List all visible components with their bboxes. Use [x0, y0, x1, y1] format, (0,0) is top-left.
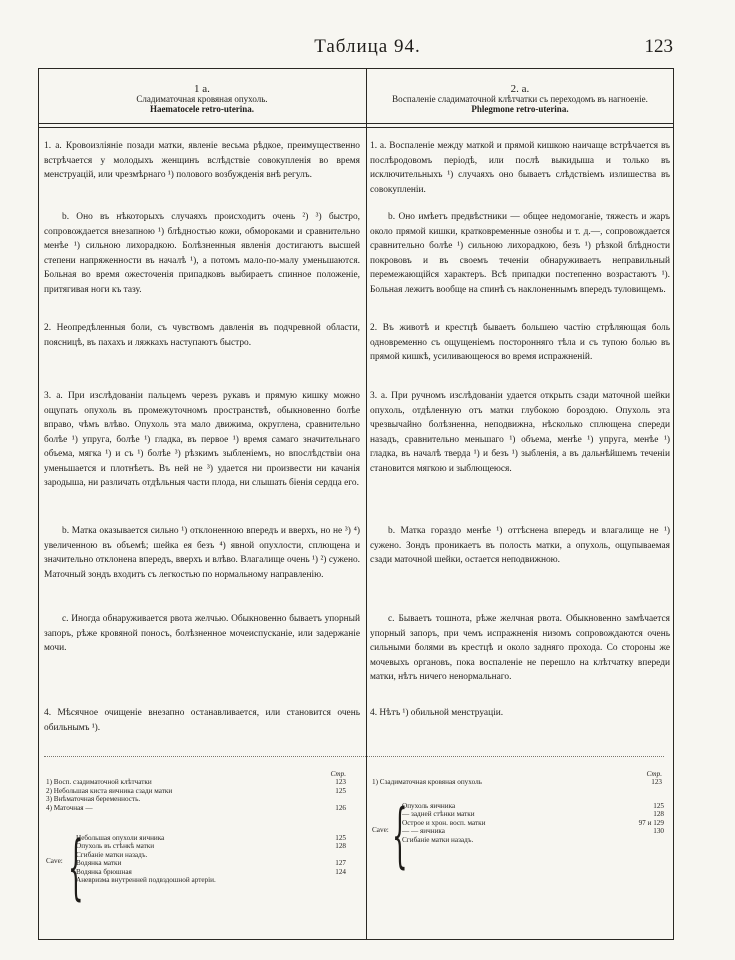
right-cave-brace: {	[392, 794, 408, 876]
right-paragraph-3c: c. Бываетъ тошнота, рѣже желчная рвота. Обыкновенно замѣчается упорный запоръ, при чемъ испражненія низомъ сопровождаются очень сильными болями въ крестцѣ и около задняго прохода. Со стороны же мочевыхъ органовъ, пока воспаленіе не перешло на клѣтчатку впереди матки, нѣтъ ничего ненормальнаго.	[370, 614, 670, 682]
footnote-row: 1) Восп. сзадиматочной клѣтчатки 123	[46, 778, 346, 787]
right-column-latin: Phlegmone retro-uterina.	[471, 104, 569, 114]
page-title: Таблица 94.	[314, 36, 421, 57]
right-column-header	[368, 84, 672, 114]
left-paragraph-4: 4. Мѣсячное очищеніе внезапно останавливается, или становится очень обильнымъ ¹).	[44, 708, 360, 733]
footnote-row: Водянка матки 127	[76, 859, 346, 868]
right-column-number: 2. а.	[510, 83, 530, 95]
right-column-title: Воспаленіе сладиматочной клѣтчатки съ переходомъ въ нагноеніе.	[392, 94, 648, 104]
footnote-row: Острое и хрон. восп. матки 97 и 129	[402, 818, 664, 827]
left-footnote-col-label: Стр.	[330, 770, 346, 778]
footnote-separator	[44, 756, 664, 757]
column-divider	[366, 68, 367, 940]
left-footnotes	[46, 770, 346, 812]
right-paragraph-1a: 1. а. Воспаленіе между маткой и прямой кишкою наичаще встрѣчается въ послѣродовомъ періодѣ, или послѣ выкидыша и только въ исключительныхъ ¹) случаяхъ оно бываетъ слѣдствіемъ излишества въ совокупленіи.	[370, 141, 670, 195]
right-paragraph-1b: b. Оно имѣетъ предвѣстники — общее недомоганіе, тяжесть и жаръ около прямой кишки, кратковременные ознобы и т. д.—, сопровождается сравнительно болѣе ¹) сильною лихорадкою, безъ ¹) рѣзкой блѣдности покрововъ и въ своемъ теченіи обнаруживаетъ неправильный перемежающійся характеръ. Всѣ припадки постепенно возрастаютъ ¹). Больная лежитъ вообще на спинѣ съ наклоненнымъ впередъ туловищемъ.	[370, 212, 670, 295]
right-paragraph-3a: 3. а. При ручномъ изслѣдованіи удается открыть сзади маточной шейки опухоль, отдѣленную отъ матки глубокою бороздою. Опухоль эта чрезвычайно болѣзненна, неподвижна, нѣсколько сплющена спереди назадъ, сравнительно меньшаго ¹) объема, менѣе ¹) упруга, менѣе ¹) гладка, въ началѣ тверда ¹) и безъ ¹) зыбленія, а въ дальнѣйшемъ теченіи становится мягкою и зыблющеюся.	[370, 391, 670, 474]
left-column-header	[40, 84, 364, 114]
header-rule	[38, 123, 674, 124]
header-rule-double	[38, 127, 674, 128]
right-cave-label: Cave:	[372, 826, 389, 834]
left-paragraph-3a: 3. а. При изслѣдованіи пальцемъ черезъ рукавъ и прямую кишку можно ощупать опухоль въ промежуточномъ пространствѣ, обыкновенно болѣе вправо, чѣмъ влѣво. Опухоль эта мало движима, округлена, сравнительно болѣе ¹) упруга, болѣе ¹) гладка, въ первое ¹) время самаго значительнаго объема, мягка ¹) и съ ¹) болѣе ³) рѣзкимъ зыбленіемъ, но впослѣдствіи она уменьшается и плотнѣетъ. Въ ней не ³) удается ни произвести ни качанія зародыша, ни различать отдѣльныя части плода, ни слышать біенія сердца его.	[44, 391, 360, 488]
footnote-row: — задней стѣнки матки 128	[402, 810, 664, 819]
right-paragraph-4: 4. Нѣтъ ¹) обильной менструаціи.	[370, 708, 504, 718]
footnote-row: Небольшая опухоли яичника 125	[76, 834, 346, 842]
footnote-row: 1) Сзадиматочная кровяная опухоль 123	[372, 778, 662, 787]
right-footnote-col-label: Стр.	[646, 770, 662, 778]
left-column-latin: Haematocele retro-uterina.	[149, 104, 255, 114]
footnote-row: Опухоль въ стѣнкѣ матки 128	[76, 842, 346, 851]
right-paragraph-2: 2. Въ животѣ и крестцѣ бываетъ большею частію стрѣляющая боль одновременно съ ощущеніемъ посторонняго тѣла и съ тупою болью въ прямой кишкѣ, усиливающеюся во время испражненій.	[370, 323, 670, 362]
left-cave-brace: {	[68, 826, 84, 908]
left-paragraph-3b: b. Матка оказывается сильно ¹) отклоненною впередъ и вверхъ, но не ³) ⁴) увеличенною въ объемѣ; шейка ея безъ ⁴) явной опухлости, сплющена и значительно отклонена впередъ, вверхъ и влѣво. Влагалище очень ¹) ²) сужено. Маточный зондъ входитъ съ легкостью по нормальному направленію.	[44, 526, 360, 580]
right-footnotes	[372, 770, 662, 787]
left-paragraph-2: 2. Неопредѣленныя боли, съ чувствомъ давленія въ подчревной области, поясницѣ, въ пахахъ и ляжкахъ наступаютъ быстро.	[44, 323, 360, 348]
left-column-number: 1 а.	[194, 83, 210, 95]
left-cave-list	[76, 834, 346, 884]
footnote-row: Аневризма внутренней подвздошной артеріи.	[76, 876, 216, 885]
footnote-row: 2) Небольшая киста яичника сзади матки 125	[46, 786, 346, 795]
left-cave-label: Cave:	[46, 857, 63, 865]
footnote-row: 3) Внѣматочная беременность.	[46, 795, 141, 804]
footnote-row: — — яичника 130	[402, 827, 664, 836]
right-paragraph-3b: b. Матка гораздо менѣе ¹) оттѣснена впередъ и влагалище не ¹) сужено. Зондъ проникаетъ въ полость матки, а опухоль, ощупываемая сзади маточной шейки, остается неподвижною.	[370, 526, 670, 565]
page-number: 123	[644, 36, 673, 57]
left-column-title: Сладиматочная кровяная опухоль.	[136, 94, 268, 104]
left-paragraph-1a: 1. а. Кровоизліяніе позади матки, явленіе весьма рѣдкое, преимущественно встрѣчается у молодыхъ женщинъ вслѣдствіе совокупленія во время менструацій, или чрезмѣрнаго ¹) полового возбужденія внѣ регулъ.	[44, 141, 360, 180]
right-cave-list	[402, 802, 664, 844]
left-paragraph-1b: b. Оно въ нѣкоторыхъ случаяхъ происходитъ очень ²) ³) быстро, сопровождается внезапною ¹) блѣдностью кожи, обмороками и сравнительно менѣе ¹) сильною лихорадкою. Болѣзненныя явленія достигаютъ высшей степени напряженности въ началѣ ¹), а потомъ мало-по-малу уменьшаются. Больная во время ожесточенія припадковъ выбираетъ спинное положеніе, притягивая ноги къ тазу.	[44, 212, 360, 295]
left-paragraph-3c: c. Иногда обнаруживается рвота желчью. Обыкновенно бываетъ упорный запоръ, рѣже кровяной поносъ, болѣзненное мочеиспусканіе, или задержаніе мочи.	[44, 614, 360, 653]
footnote-row: Водянка брюшная 124	[76, 867, 346, 876]
footnote-row: Сгибаніе матки назадъ.	[76, 850, 148, 859]
footnote-row: Опухоль яичника 125	[402, 802, 664, 810]
footnote-row: 4) Маточная — 126	[46, 803, 346, 812]
footnote-row: Сгибаніе матки назадъ.	[402, 835, 474, 844]
